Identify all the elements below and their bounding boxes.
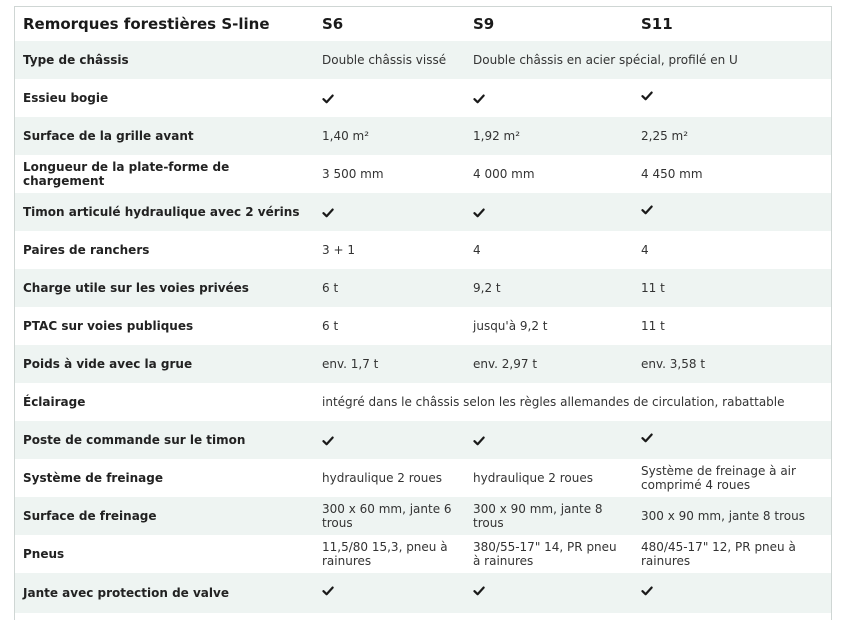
cell-s6	[313, 193, 464, 231]
cell-s9-s11: Double châssis en acier spécial, profilé en U	[464, 41, 831, 79]
cell-s11	[632, 421, 831, 459]
cell-s11: 480/45-17" 12, PR pneu à rainures	[632, 535, 831, 573]
cell-s6	[313, 79, 464, 117]
cell-s9: 300 x 90 mm, jante 8 trous	[464, 497, 632, 535]
cell-s11: env. 3,58 t	[632, 345, 831, 383]
cell-s9	[464, 573, 632, 613]
cell-s9: hydraulique 2 roues	[464, 459, 632, 497]
cell-s11	[632, 193, 831, 231]
table-row	[15, 117, 831, 155]
cell-s9: 4 000 mm	[464, 155, 632, 193]
check-icon	[641, 585, 653, 597]
cell-s6: Double châssis vissé	[313, 41, 464, 79]
check-icon	[322, 585, 334, 597]
cell-s11: 2,25 m²	[632, 117, 831, 155]
cell-s9: 9,2 t	[464, 269, 632, 307]
row-label: Timon articulé hydraulique avec 2 vérins	[15, 193, 313, 231]
cell-all-models: intégré dans le châssis selon les règles allemandes de circulation, rabattable	[313, 383, 831, 421]
table-row	[15, 269, 831, 307]
cell-s6: 1,40 m²	[313, 117, 464, 155]
table-title: Remorques forestières S-line	[15, 7, 313, 41]
cell-s6: hydraulique 2 roues	[313, 459, 464, 497]
cell-s9: 4	[464, 231, 632, 269]
cell-s9	[464, 421, 632, 459]
cell-s11: 11 t	[632, 269, 831, 307]
table-row	[15, 193, 831, 231]
check-icon	[322, 93, 334, 105]
cell-s11: 300 x 90 mm, jante 8 trous	[632, 497, 831, 535]
cell-s9: jusqu'à 9,2 t	[464, 307, 632, 345]
row-label: Pneus	[15, 535, 313, 573]
row-label: Système de freinage	[15, 459, 313, 497]
table-row	[15, 383, 831, 421]
row-label: Éclairage	[15, 383, 313, 421]
check-icon	[473, 93, 485, 105]
model-header-s6: S6	[313, 7, 464, 41]
cell-s11: 4 450 mm	[632, 155, 831, 193]
cell-s9: 1,92 m²	[464, 117, 632, 155]
cell-s9	[464, 79, 632, 117]
table-row	[15, 497, 831, 535]
check-icon	[641, 204, 653, 216]
table-row	[15, 41, 831, 79]
check-icon	[322, 435, 334, 447]
cell-s6: 6 t	[313, 269, 464, 307]
table-row	[15, 345, 831, 383]
check-icon	[641, 432, 653, 444]
cell-s9: 380/55-17" 14, PR pneu à rainures	[464, 535, 632, 573]
cell-s11	[632, 79, 831, 117]
table-row	[15, 231, 831, 269]
cell-s6: 300 x 60 mm, jante 6 trous	[313, 497, 464, 535]
cell-s6: 6 t	[313, 307, 464, 345]
cell-s9: env. 2,97 t	[464, 345, 632, 383]
table-row	[15, 535, 831, 573]
table-row	[15, 573, 831, 613]
row-label: Longueur de la plate-forme de chargement	[15, 155, 313, 193]
cell-s6: 3 + 1	[313, 231, 464, 269]
cell-s6	[313, 421, 464, 459]
row-label: PTAC sur voies publiques	[15, 307, 313, 345]
table-row	[15, 155, 831, 193]
model-header-s11: S11	[632, 7, 831, 41]
table-row	[15, 421, 831, 459]
cell-s11: Système de freinage à air comprimé 4 roues	[632, 459, 831, 497]
spec-table	[15, 7, 831, 613]
check-icon	[473, 585, 485, 597]
cell-s6: 11,5/80 15,3, pneu à rainures	[313, 535, 464, 573]
row-label: Surface de la grille avant	[15, 117, 313, 155]
cell-s6: env. 1,7 t	[313, 345, 464, 383]
check-icon	[641, 90, 653, 102]
row-label: Jante avec protection de valve	[15, 573, 313, 613]
row-label: Poids à vide avec la grue	[15, 345, 313, 383]
cell-s9	[464, 193, 632, 231]
check-icon	[322, 207, 334, 219]
row-label: Charge utile sur les voies privées	[15, 269, 313, 307]
row-label: Paires de ranchers	[15, 231, 313, 269]
check-icon	[473, 435, 485, 447]
model-header-s9: S9	[464, 7, 632, 41]
spec-table-container	[14, 6, 832, 620]
row-label: Surface de freinage	[15, 497, 313, 535]
table-row	[15, 459, 831, 497]
table-row	[15, 79, 831, 117]
row-label: Type de châssis	[15, 41, 313, 79]
row-label: Essieu bogie	[15, 79, 313, 117]
header-row	[15, 7, 831, 41]
cell-s6: 3 500 mm	[313, 155, 464, 193]
table-row	[15, 307, 831, 345]
cell-s11: 4	[632, 231, 831, 269]
check-icon	[473, 207, 485, 219]
row-label: Poste de commande sur le timon	[15, 421, 313, 459]
cell-s11	[632, 573, 831, 613]
cell-s11: 11 t	[632, 307, 831, 345]
cell-s6	[313, 573, 464, 613]
